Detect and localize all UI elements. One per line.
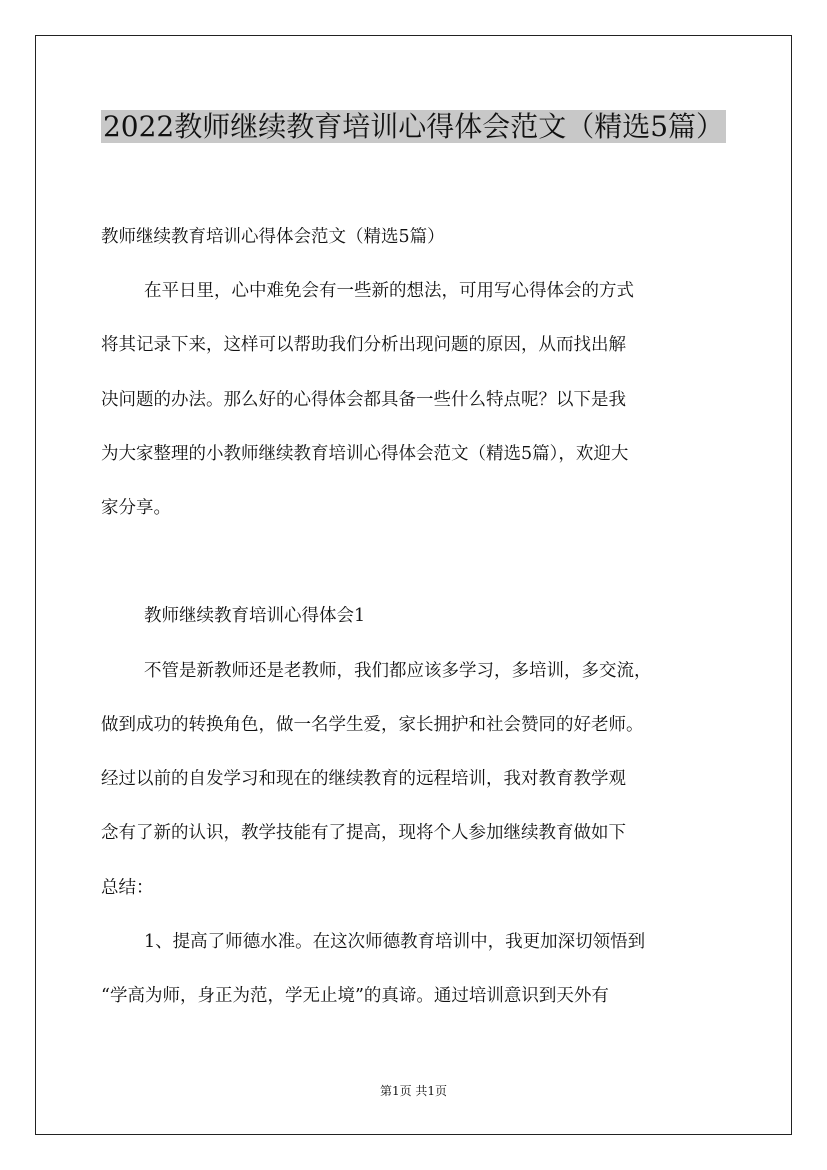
- intro-line: 在平日里，心中难免会有一些新的想法，可用写心得体会的方式: [144, 281, 634, 301]
- intro-line: 决问题的办法。那么好的心得体会都具备一些什么特点呢？以下是我: [101, 390, 626, 410]
- body-line: 总结：: [101, 878, 154, 898]
- section-heading: 教师继续教育培训心得体会1: [144, 606, 366, 626]
- point-line: “学高为师，身正为范，学无止境”的真谛。通过培训意识到天外有: [101, 986, 609, 1006]
- point-line: 1、提高了师德水准。在这次师德教育培训中，我更加深切领悟到: [144, 932, 646, 952]
- document-title: [60, 100, 767, 154]
- intro-line: 家分享。: [101, 498, 171, 518]
- page-footer: 第1页 共1页: [379, 1084, 448, 1098]
- document-subtitle: 教师继续教育培训心得体会范文（精选5篇）: [101, 227, 445, 247]
- page-border: [35, 35, 792, 1135]
- body-line: 做到成功的转换角色，做一名学生爱，家长拥护和社会赞同的好老师。: [101, 715, 644, 735]
- body-line: 念有了新的认识，教学技能有了提高，现将个人参加继续教育做如下: [101, 823, 626, 843]
- document-title-text: 2022教师继续教育培训心得体会范文（精选5篇）: [102, 110, 725, 143]
- body-line: 经过以前的自发学习和现在的继续教育的远程培训，我对教育教学观: [101, 769, 626, 789]
- body-line: 不管是新教师还是老教师，我们都应该多学习，多培训，多交流，: [144, 661, 652, 681]
- intro-line: 为大家整理的小教师继续教育培训心得体会范文（精选5篇），欢迎大: [101, 444, 629, 464]
- intro-line: 将其记录下来，这样可以帮助我们分析出现问题的原因，从而找出解: [101, 335, 626, 355]
